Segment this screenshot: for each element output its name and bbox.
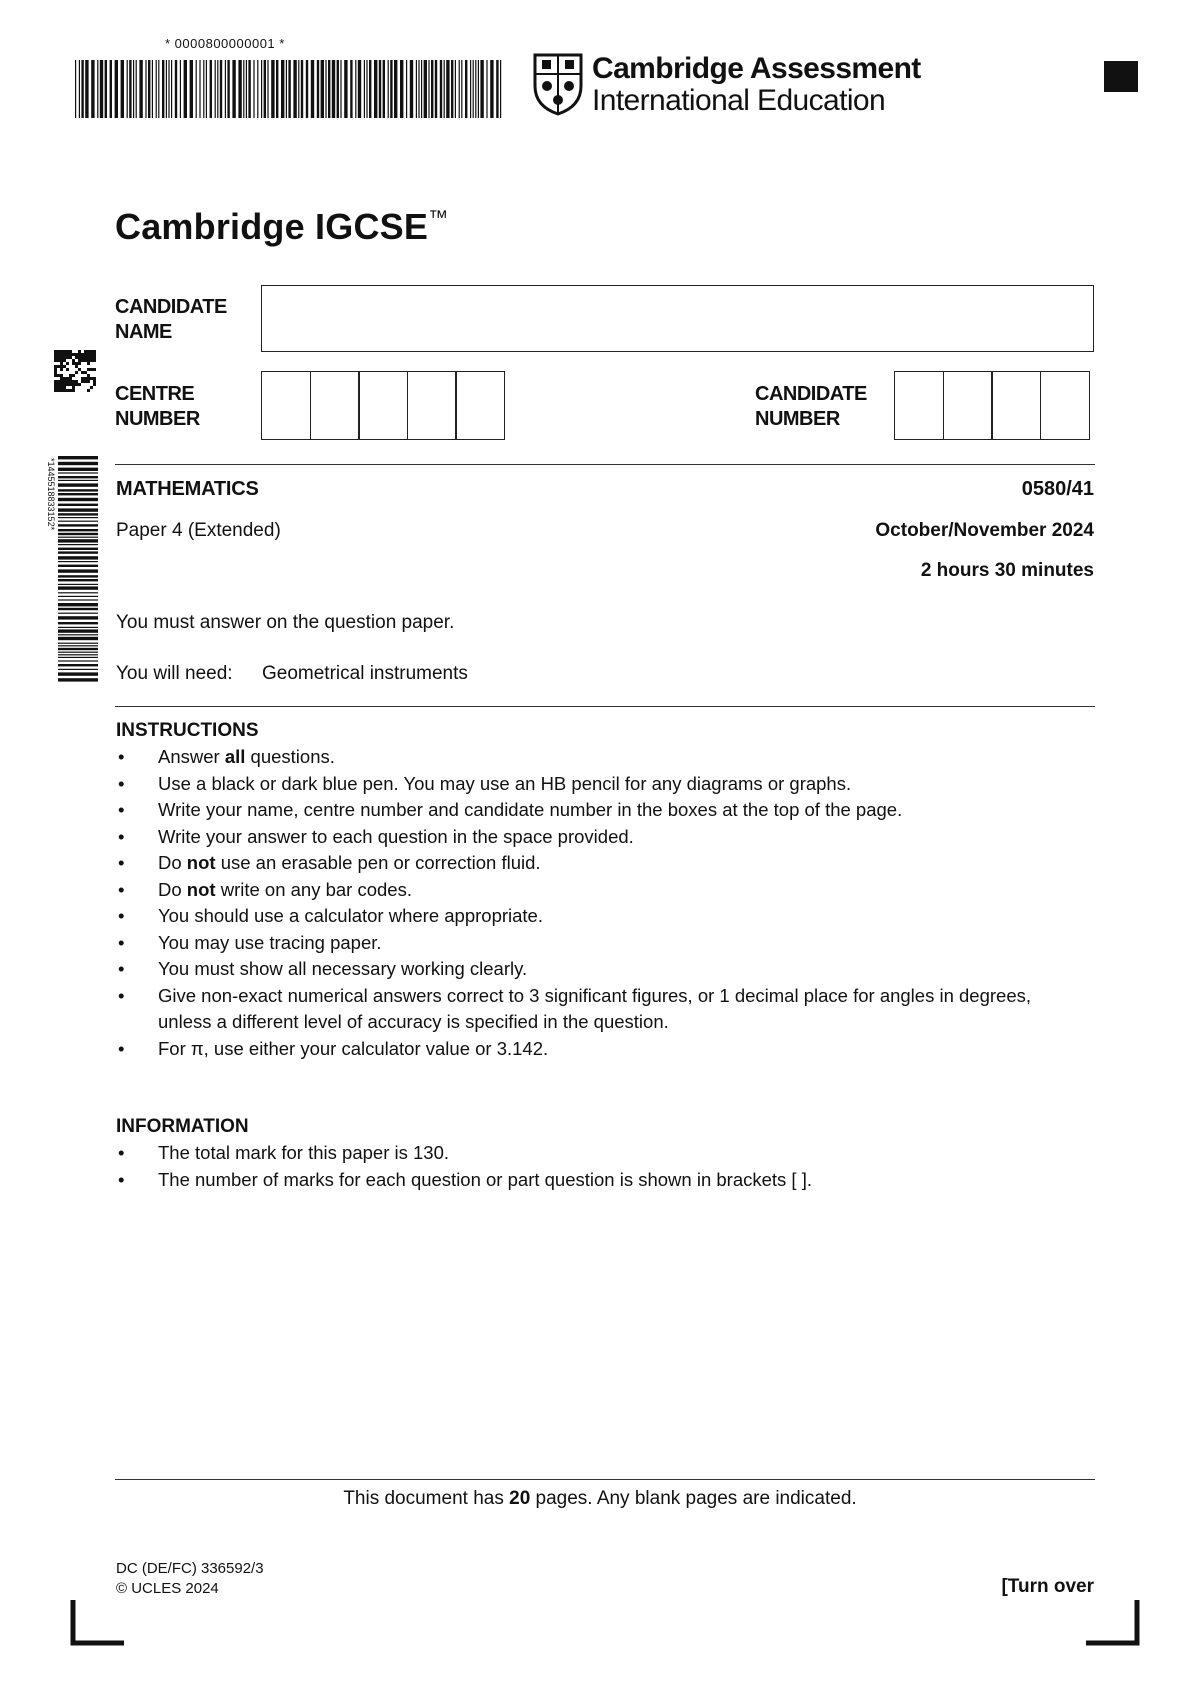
instruction-emphasis: not xyxy=(186,878,216,900)
turn-over-label: [Turn over xyxy=(1001,1576,1094,1597)
bullet-icon: • xyxy=(118,746,125,767)
top-barcode xyxy=(75,60,503,118)
exam-session: October/November 2024 xyxy=(875,520,1094,541)
logo-line-2: International Education xyxy=(592,84,886,117)
information-item xyxy=(116,1167,1058,1194)
information-text: The total mark for this paper is 130. xyxy=(158,1142,449,1163)
instruction-text: Use a black or dark blue pen. You may use an HB pencil for any diagrams or graphs. xyxy=(158,772,852,794)
paper-title: Paper 4 (Extended) xyxy=(116,520,281,541)
candidate-number-label-line1: CANDIDATE xyxy=(755,383,867,405)
qr-code xyxy=(54,350,96,392)
barcode-number: * 0000800000001 * xyxy=(165,36,285,51)
instruction-item xyxy=(116,771,1058,798)
instruction-item xyxy=(116,930,1058,957)
document-reference xyxy=(116,1559,264,1599)
instruction-text: Write your name, centre number and candidate number in the boxes at the top of the page. xyxy=(158,799,903,820)
side-barcode-text: *1445518833152* xyxy=(46,458,56,531)
centre-number-label xyxy=(115,382,200,432)
logo-line-1: Cambridge Assessment xyxy=(592,52,921,85)
divider-bottom xyxy=(115,1479,1095,1480)
document-code: DC (DE/FC) 336592/3 xyxy=(116,1560,264,1577)
candidate-name-label-line1: CANDIDATE xyxy=(115,296,227,318)
candidate-name-label-line2: NAME xyxy=(115,321,172,343)
exam-duration: 2 hours 30 minutes xyxy=(920,560,1094,581)
information-list xyxy=(116,1140,1058,1193)
candidate-digit-box[interactable] xyxy=(991,371,1041,440)
instruction-item xyxy=(116,1036,1058,1063)
bullet-icon: • xyxy=(118,958,125,979)
bullet-icon: • xyxy=(118,905,125,926)
centre-digit-box[interactable] xyxy=(261,371,311,440)
shield-crest-icon xyxy=(532,52,584,116)
need-label: You will need: xyxy=(116,663,233,684)
crop-mark-bottom-left xyxy=(70,1600,124,1646)
instruction-text: Give non-exact numerical answers correct to 3 significant figures, or 1 decimal place for angles in degrees, unless a different level of accuracy is specified in the question. xyxy=(158,984,1032,1032)
instruction-text: Do xyxy=(158,852,187,873)
centre-number-label-line1: CENTRE xyxy=(115,383,195,405)
bullet-icon: • xyxy=(118,878,125,900)
instruction-text-end: use an erasable pen or correction fluid. xyxy=(215,852,541,873)
instruction-text: Answer xyxy=(158,746,225,767)
candidate-number-label-line2: NUMBER xyxy=(755,408,840,430)
instruction-text: Write your answer to each question in the space provided. xyxy=(158,825,634,847)
divider-middle xyxy=(115,706,1095,707)
instruction-text: You must show all necessary working clearly. xyxy=(158,958,528,979)
instruction-item xyxy=(116,956,1058,983)
candidate-number-label xyxy=(755,382,867,432)
bullet-icon: • xyxy=(118,1037,125,1059)
centre-digit-box[interactable] xyxy=(407,371,457,440)
subject-title: MATHEMATICS xyxy=(116,478,259,500)
candidate-digit-box[interactable] xyxy=(943,371,993,440)
page-count-pre: This document has xyxy=(343,1488,510,1509)
centre-digit-box[interactable] xyxy=(358,371,408,440)
centre-number-label-line2: NUMBER xyxy=(115,408,200,430)
bullet-icon: • xyxy=(118,1168,125,1190)
instruction-item xyxy=(116,824,1058,851)
candidate-name-label xyxy=(115,295,227,345)
side-barcode xyxy=(40,456,98,684)
instruction-text: You should use a calculator where appropriate. xyxy=(158,905,543,926)
divider-top xyxy=(115,464,1095,465)
copyright: © UCLES 2024 xyxy=(116,1580,219,1597)
information-text: The number of marks for each question or part question is shown in brackets [ ]. xyxy=(158,1168,812,1190)
instruction-emphasis: all xyxy=(224,746,246,767)
instruction-item xyxy=(116,850,1058,877)
instruction-item xyxy=(116,877,1058,904)
instruction-text-end: questions. xyxy=(245,746,335,767)
registration-mark xyxy=(1104,61,1138,92)
syllabus-code: 0580/41 xyxy=(1021,478,1094,500)
bullet-icon: • xyxy=(118,1142,125,1163)
instruction-item xyxy=(116,983,1058,1036)
qualification-title xyxy=(115,206,448,248)
bullet-icon: • xyxy=(118,931,125,953)
candidate-number-boxes xyxy=(894,371,1090,440)
instruction-item xyxy=(116,797,1058,824)
need-value: Geometrical instruments xyxy=(262,663,468,684)
instructions-heading: INSTRUCTIONS xyxy=(116,720,259,741)
instruction-text: You may use tracing paper. xyxy=(158,931,382,953)
candidate-digit-box[interactable] xyxy=(1040,371,1090,440)
instruction-item xyxy=(116,903,1058,930)
centre-number-boxes xyxy=(261,371,505,440)
centre-digit-box[interactable] xyxy=(455,371,505,440)
page-count-note xyxy=(0,1488,1200,1510)
information-heading: INFORMATION xyxy=(116,1116,249,1137)
bullet-icon: • xyxy=(118,852,125,873)
instructions-list xyxy=(116,744,1058,1062)
instruction-emphasis: not xyxy=(186,852,216,873)
instruction-text: For π, use either your calculator value or 3.142. xyxy=(158,1037,549,1059)
bullet-icon: • xyxy=(118,772,125,794)
qualification-name: Cambridge IGCSE xyxy=(115,206,429,247)
information-item xyxy=(116,1140,1058,1167)
answer-instruction: You must answer on the question paper. xyxy=(116,612,455,633)
instruction-text-end: write on any bar codes. xyxy=(215,878,412,900)
instruction-item xyxy=(116,744,1058,771)
page-count-number: 20 xyxy=(509,1488,531,1509)
centre-digit-box[interactable] xyxy=(310,371,360,440)
bullet-icon: • xyxy=(118,984,125,1006)
candidate-name-box[interactable] xyxy=(261,285,1094,352)
candidate-digit-box[interactable] xyxy=(894,371,944,440)
instruction-text: Do xyxy=(158,878,187,900)
cambridge-logo xyxy=(532,52,922,118)
bullet-icon: • xyxy=(118,825,125,847)
crop-mark-bottom-right xyxy=(1086,1600,1140,1646)
bullet-icon: • xyxy=(118,799,125,820)
page-count-post: pages. Any blank pages are indicated. xyxy=(530,1488,857,1509)
trademark-symbol: ™ xyxy=(428,207,449,229)
